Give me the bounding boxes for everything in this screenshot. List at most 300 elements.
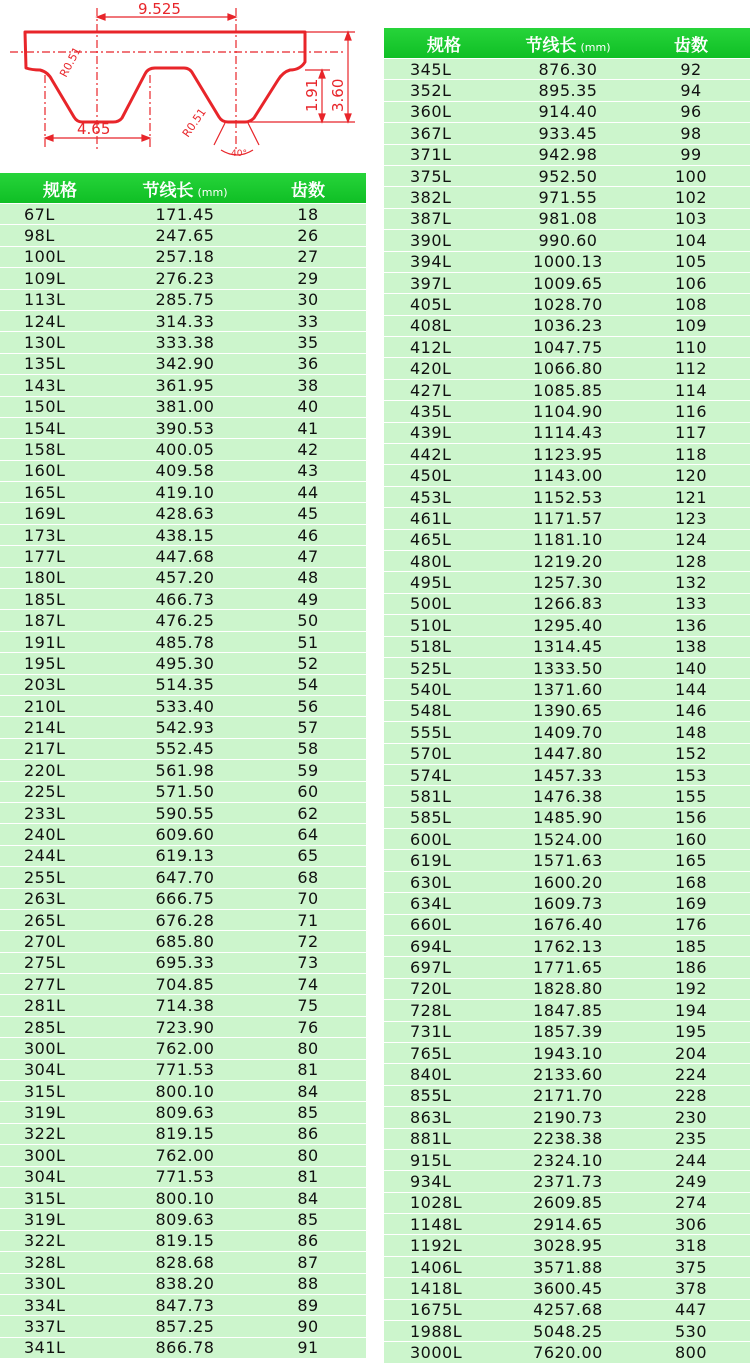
spec-cell: 1418L	[410, 1278, 463, 1298]
table-row	[0, 1166, 366, 1187]
spec-cell: 439L	[410, 423, 452, 443]
pitch-length-cell: 1266.83	[533, 594, 603, 614]
table-row	[0, 567, 366, 588]
spec-cell: 180L	[24, 568, 66, 588]
table-row	[384, 101, 750, 122]
pitch-length-cell: 895.35	[538, 81, 598, 101]
spec-cell: 160L	[24, 461, 66, 481]
pitch-length-cell: 2914.65	[533, 1214, 603, 1234]
pitch-length-cell: 2171.70	[533, 1086, 603, 1106]
pitch-length-cell: 257.18	[155, 247, 215, 267]
spec-cell: 405L	[410, 294, 452, 314]
teeth-cell: 108	[674, 294, 708, 314]
table-row	[0, 952, 366, 973]
teeth-cell: 274	[674, 1193, 708, 1213]
teeth-cell: 244	[674, 1150, 708, 1170]
teeth-cell: 155	[674, 786, 708, 806]
pitch-length-cell: 1676.40	[533, 915, 603, 935]
teeth-cell: 98	[680, 123, 702, 143]
pitch-length-cell: 1066.80	[533, 359, 603, 379]
belt-profile-diagram	[0, 0, 370, 170]
pitch-length-cell: 542.93	[155, 718, 215, 738]
spec-cell: 765L	[410, 1043, 452, 1063]
table-row	[384, 593, 750, 614]
table-row	[384, 807, 750, 828]
table-row	[384, 400, 750, 421]
pitch-length-cell: 533.40	[155, 696, 215, 716]
spec-cell: 3000L	[410, 1343, 463, 1363]
spec-cell: 1406L	[410, 1257, 463, 1277]
teeth-cell: 136	[674, 615, 708, 635]
spec-cell: 881L	[410, 1129, 452, 1149]
pitch-length-cell: 952.50	[538, 166, 598, 186]
table-row	[384, 657, 750, 678]
pitch-length-cell: 457.20	[155, 568, 215, 588]
teeth-cell: 70	[297, 889, 319, 909]
teeth-cell: 38	[297, 375, 319, 395]
pitch-length-cell: 314.33	[155, 311, 215, 331]
pitch-length-cell: 419.10	[155, 482, 215, 502]
teeth-cell: 318	[674, 1236, 708, 1256]
spec-cell: 581L	[410, 786, 452, 806]
table-row	[0, 545, 366, 566]
teeth-cell: 35	[297, 333, 319, 353]
pitch-length-cell: 847.73	[155, 1295, 215, 1315]
spec-cell: 328L	[24, 1252, 66, 1272]
spec-cell: 225L	[24, 782, 66, 802]
pitch-length-cell: 771.53	[155, 1060, 215, 1080]
spec-cell: 185L	[24, 589, 66, 609]
spec-cell: 154L	[24, 418, 66, 438]
spec-cell: 330L	[24, 1274, 66, 1294]
table-row	[384, 571, 750, 592]
pitch-length-cell: 552.45	[155, 739, 215, 759]
spec-cell: 442L	[410, 444, 452, 464]
table-row	[0, 246, 366, 267]
teeth-cell: 60	[297, 782, 319, 802]
teeth-cell: 138	[674, 637, 708, 657]
teeth-cell: 86	[297, 1231, 319, 1251]
table-row	[0, 1059, 366, 1080]
pitch-length-cell: 762.00	[155, 1038, 215, 1058]
table-row	[0, 203, 366, 224]
teeth-cell: 50	[297, 611, 319, 631]
pitch-length-cell: 1171.57	[533, 508, 603, 528]
pitch-length-cell: 695.33	[155, 953, 215, 973]
pitch-length-cell: 247.65	[155, 226, 215, 246]
pitch-length-cell: 876.30	[538, 59, 598, 79]
table-row	[384, 165, 750, 186]
pitch-length-cell: 2609.85	[533, 1193, 603, 1213]
pitch-length-cell: 800.10	[155, 1188, 215, 1208]
spec-cell: 510L	[410, 615, 452, 635]
pitch-length-cell: 1390.65	[533, 701, 603, 721]
spec-cell: 1675L	[410, 1300, 463, 1320]
table-row	[384, 550, 750, 571]
spec-cell: 191L	[24, 632, 66, 652]
pitch-length-cell: 285.75	[155, 290, 215, 310]
spec-header: 规格	[43, 180, 77, 201]
spec-cell: 480L	[410, 551, 452, 571]
pitch-length-cell: 1123.95	[533, 444, 603, 464]
teeth-cell: 80	[297, 1038, 319, 1058]
teeth-cell: 48	[297, 568, 319, 588]
pitch-length-cell: 2324.10	[533, 1150, 603, 1170]
pitch-length-cell: 495.30	[155, 653, 215, 673]
bottom-radius-label: R0.51	[179, 105, 209, 140]
pitch-length-cell: 1143.00	[533, 466, 603, 486]
pitch-length-cell: 857.25	[155, 1317, 215, 1336]
pitch-length-cell: 1104.90	[533, 401, 603, 421]
teeth-cell: 88	[297, 1274, 319, 1294]
spec-cell: 124L	[24, 311, 66, 331]
spec-cell: 244L	[24, 846, 66, 866]
table-row	[384, 272, 750, 293]
table-row	[0, 1230, 366, 1251]
tooth-height-dimension: 1.91	[303, 78, 321, 112]
teeth-cell: 87	[297, 1252, 319, 1272]
pitch-length-cell: 1371.60	[533, 680, 603, 700]
teeth-cell: 110	[674, 337, 708, 357]
table-row	[0, 1187, 366, 1208]
spec-cell: 660L	[410, 915, 452, 935]
table-row	[384, 1234, 750, 1255]
table-row	[384, 1063, 750, 1084]
spec-header: 规格	[427, 35, 461, 56]
spec-cell: 158L	[24, 439, 66, 459]
table-row	[384, 1277, 750, 1298]
spec-cell: 203L	[24, 675, 66, 695]
table-header	[384, 28, 750, 58]
table-header	[0, 173, 366, 203]
table-row	[384, 144, 750, 165]
pitch-length-cell: 676.28	[155, 910, 215, 930]
teeth-cell: 124	[674, 530, 708, 550]
table-body	[0, 203, 366, 1358]
pitch-length-cell: 1152.53	[533, 487, 603, 507]
pitch-length-cell: 1000.13	[533, 252, 603, 272]
table-row	[0, 1080, 366, 1101]
pitch-length-cell: 1857.39	[533, 1022, 603, 1042]
spec-cell: 187L	[24, 611, 66, 631]
pitch-length-cell: 942.98	[538, 145, 598, 165]
table-row	[0, 973, 366, 994]
pitch-length-cell: 819.15	[155, 1124, 215, 1144]
table-row	[384, 700, 750, 721]
pitch-length-cell: 819.15	[155, 1231, 215, 1251]
table-row	[384, 79, 750, 100]
top-radius-label: R0.51	[57, 44, 84, 80]
teeth-cell: 56	[297, 696, 319, 716]
teeth-cell: 86	[297, 1124, 319, 1144]
pitch-dimension: 9.525	[138, 0, 181, 18]
pitch-length-cell: 647.70	[155, 867, 215, 887]
teeth-cell: 47	[297, 546, 319, 566]
belt-spec-table-left	[0, 173, 366, 1358]
teeth-cell: 29	[297, 268, 319, 288]
pitch-length-cell: 2133.60	[533, 1065, 603, 1085]
pitch-length-cell: 1009.65	[533, 273, 603, 293]
table-row	[0, 1251, 366, 1272]
pitch-length-cell: 514.35	[155, 675, 215, 695]
teeth-cell: 104	[674, 230, 708, 250]
table-row	[0, 888, 366, 909]
table-row	[384, 529, 750, 550]
table-row	[384, 978, 750, 999]
pitch-length-cell: 1333.50	[533, 658, 603, 678]
teeth-cell: 306	[674, 1214, 708, 1234]
spec-cell: 322L	[24, 1124, 66, 1144]
spec-cell: 585L	[410, 808, 452, 828]
teeth-cell: 90	[297, 1317, 319, 1336]
table-row	[384, 464, 750, 485]
table-row	[0, 588, 366, 609]
teeth-cell: 85	[297, 1103, 319, 1123]
pitch-length-cell: 828.68	[155, 1252, 215, 1272]
spec-cell: 397L	[410, 273, 452, 293]
table-row	[384, 1128, 750, 1149]
spec-cell: 334L	[24, 1295, 66, 1315]
pitch-length-cell: 390.53	[155, 418, 215, 438]
pitch-length-cell: 809.63	[155, 1210, 215, 1230]
table-row	[0, 845, 366, 866]
spec-cell: 177L	[24, 546, 66, 566]
table-row	[0, 331, 366, 352]
teeth-cell: 118	[674, 444, 708, 464]
teeth-cell: 224	[674, 1065, 708, 1085]
table-row	[0, 652, 366, 673]
pitch-length-cell: 1571.63	[533, 851, 603, 871]
table-row	[0, 1144, 366, 1165]
table-row	[384, 507, 750, 528]
pitch-length-cell: 933.45	[538, 123, 598, 143]
table-row	[0, 1101, 366, 1122]
teeth-cell: 74	[297, 974, 319, 994]
teeth-cell: 140	[674, 658, 708, 678]
teeth-cell: 42	[297, 439, 319, 459]
spec-cell: 319L	[24, 1103, 66, 1123]
pitch-length-cell: 685.80	[155, 931, 215, 951]
spec-cell: 574L	[410, 765, 452, 785]
spec-cell: 387L	[410, 209, 452, 229]
table-row	[0, 438, 366, 459]
spec-cell: 352L	[410, 81, 452, 101]
pitch-length-cell: 1295.40	[533, 615, 603, 635]
pitch-length-cell: 5048.25	[533, 1321, 603, 1341]
teeth-cell: 96	[680, 102, 702, 122]
table-row	[384, 1341, 750, 1362]
spec-cell: 728L	[410, 1000, 452, 1020]
pitch-length-cell: 609.60	[155, 825, 215, 845]
spec-cell: 130L	[24, 333, 66, 353]
pitch-length-cell: 3600.45	[533, 1278, 603, 1298]
spec-cell: 150L	[24, 397, 66, 417]
table-row	[0, 1208, 366, 1229]
pitch-length-cell: 838.20	[155, 1274, 215, 1294]
teeth-cell: 112	[674, 359, 708, 379]
spec-cell: 304L	[24, 1060, 66, 1080]
teeth-cell: 153	[674, 765, 708, 785]
teeth-cell: 378	[674, 1278, 708, 1298]
table-row	[0, 866, 366, 887]
pitch-length-cell: 1828.80	[533, 979, 603, 999]
spec-cell: 341L	[24, 1338, 66, 1358]
table-row	[384, 1320, 750, 1341]
pitch-length-cell: 1600.20	[533, 872, 603, 892]
teeth-cell: 102	[674, 188, 708, 208]
table-row	[0, 1337, 366, 1358]
teeth-cell: 114	[674, 380, 708, 400]
teeth-cell: 148	[674, 722, 708, 742]
pitch-length-cell: 714.38	[155, 996, 215, 1016]
pitch-length-cell: 3571.88	[533, 1257, 603, 1277]
teeth-cell: 40	[297, 397, 319, 417]
spec-cell: 500L	[410, 594, 452, 614]
table-row	[384, 636, 750, 657]
teeth-cell: 228	[674, 1086, 708, 1106]
table-row	[0, 224, 366, 245]
teeth-cell: 52	[297, 653, 319, 673]
pitch-length-cell: 1476.38	[533, 786, 603, 806]
teeth-cell: 73	[297, 953, 319, 973]
pitch-length-cell: 2190.73	[533, 1107, 603, 1127]
spec-cell: 600L	[410, 829, 452, 849]
table-row	[384, 1149, 750, 1170]
spec-cell: 217L	[24, 739, 66, 759]
teeth-cell: 105	[674, 252, 708, 272]
table-row	[384, 1042, 750, 1063]
spec-cell: 394L	[410, 252, 452, 272]
pitch-length-cell: 1028.70	[533, 294, 603, 314]
table-row	[0, 396, 366, 417]
teeth-cell: 43	[297, 461, 319, 481]
pitch-length-cell: 1943.10	[533, 1043, 603, 1063]
teeth-cell: 30	[297, 290, 319, 310]
pitch-length-cell: 342.90	[155, 354, 215, 374]
spec-cell: 277L	[24, 974, 66, 994]
pitch-length-cell: 2238.38	[533, 1129, 603, 1149]
table-row	[384, 422, 750, 443]
table-row	[0, 994, 366, 1015]
table-row	[384, 486, 750, 507]
table-row	[0, 631, 366, 652]
spec-cell: 1988L	[410, 1321, 463, 1341]
table-row	[384, 935, 750, 956]
table-row	[384, 58, 750, 79]
table-row	[384, 764, 750, 785]
pitch-length-cell: 1847.85	[533, 1000, 603, 1020]
spec-cell: 934L	[410, 1172, 452, 1191]
spec-cell: 195L	[24, 653, 66, 673]
teeth-cell: 128	[674, 551, 708, 571]
pitch-length-cell: 971.55	[538, 188, 598, 208]
pitch-length-cell: 1609.73	[533, 893, 603, 913]
table-row	[0, 823, 366, 844]
spec-cell: 420L	[410, 359, 452, 379]
teeth-cell: 109	[674, 316, 708, 336]
spec-cell: 165L	[24, 482, 66, 502]
pitch-length-cell: 1409.70	[533, 722, 603, 742]
pitch-length-cell: 914.40	[538, 102, 598, 122]
pitch-length-cell: 409.58	[155, 461, 215, 481]
table-row	[384, 849, 750, 870]
teeth-cell: 45	[297, 504, 319, 524]
teeth-cell: 84	[297, 1188, 319, 1208]
spec-cell: 382L	[410, 188, 452, 208]
pitch-length-header: 节线长 (mm)	[525, 35, 611, 56]
spec-cell: 412L	[410, 337, 452, 357]
pitch-length-cell: 1447.80	[533, 744, 603, 764]
spec-cell: 634L	[410, 893, 452, 913]
spec-cell: 1028L	[410, 1193, 463, 1213]
teeth-cell: 49	[297, 589, 319, 609]
pitch-length-cell: 1047.75	[533, 337, 603, 357]
table-row	[0, 1294, 366, 1315]
spec-cell: 337L	[24, 1317, 66, 1336]
pitch-length-cell: 2371.73	[533, 1172, 603, 1191]
spec-cell: 169L	[24, 504, 66, 524]
teeth-cell: 62	[297, 803, 319, 823]
teeth-cell: 121	[674, 487, 708, 507]
table-row	[384, 892, 750, 913]
pitch-length-cell: 1036.23	[533, 316, 603, 336]
teeth-cell: 84	[297, 1081, 319, 1101]
teeth-cell: 235	[674, 1129, 708, 1149]
teeth-cell: 18	[297, 204, 319, 224]
teeth-cell: 68	[297, 867, 319, 887]
table-row	[0, 524, 366, 545]
table-row	[384, 871, 750, 892]
spec-cell: 113L	[24, 290, 66, 310]
pitch-length-cell: 1181.10	[533, 530, 603, 550]
pitch-length-cell: 447.68	[155, 546, 215, 566]
spec-cell: 518L	[410, 637, 452, 657]
table-row	[0, 267, 366, 288]
spec-cell: 555L	[410, 722, 452, 742]
spec-cell: 697L	[410, 958, 452, 978]
spec-cell: 540L	[410, 680, 452, 700]
teeth-cell: 132	[674, 573, 708, 593]
table-row	[384, 743, 750, 764]
pitch-length-cell: 1762.13	[533, 936, 603, 956]
pitch-length-cell: 1085.85	[533, 380, 603, 400]
spec-cell: 109L	[24, 268, 66, 288]
teeth-cell: 195	[674, 1022, 708, 1042]
spec-cell: 315L	[24, 1188, 66, 1208]
table-row	[384, 785, 750, 806]
teeth-cell: 152	[674, 744, 708, 764]
pitch-length-cell: 438.15	[155, 525, 215, 545]
table-row	[0, 1273, 366, 1294]
teeth-cell: 447	[674, 1300, 708, 1320]
teeth-cell: 165	[674, 851, 708, 871]
teeth-cell: 146	[674, 701, 708, 721]
spec-cell: 281L	[24, 996, 66, 1016]
teeth-cell: 76	[297, 1017, 319, 1037]
spec-cell: 840L	[410, 1065, 452, 1085]
spec-cell: 731L	[410, 1022, 452, 1042]
spec-cell: 375L	[410, 166, 452, 186]
teeth-cell: 156	[674, 808, 708, 828]
teeth-header: 齿数	[291, 180, 325, 201]
spec-cell: 390L	[410, 230, 452, 250]
teeth-cell: 36	[297, 354, 319, 374]
table-row	[384, 229, 750, 250]
spec-cell: 461L	[410, 508, 452, 528]
table-row	[0, 802, 366, 823]
teeth-cell: 75	[297, 996, 319, 1016]
teeth-cell: 194	[674, 1000, 708, 1020]
